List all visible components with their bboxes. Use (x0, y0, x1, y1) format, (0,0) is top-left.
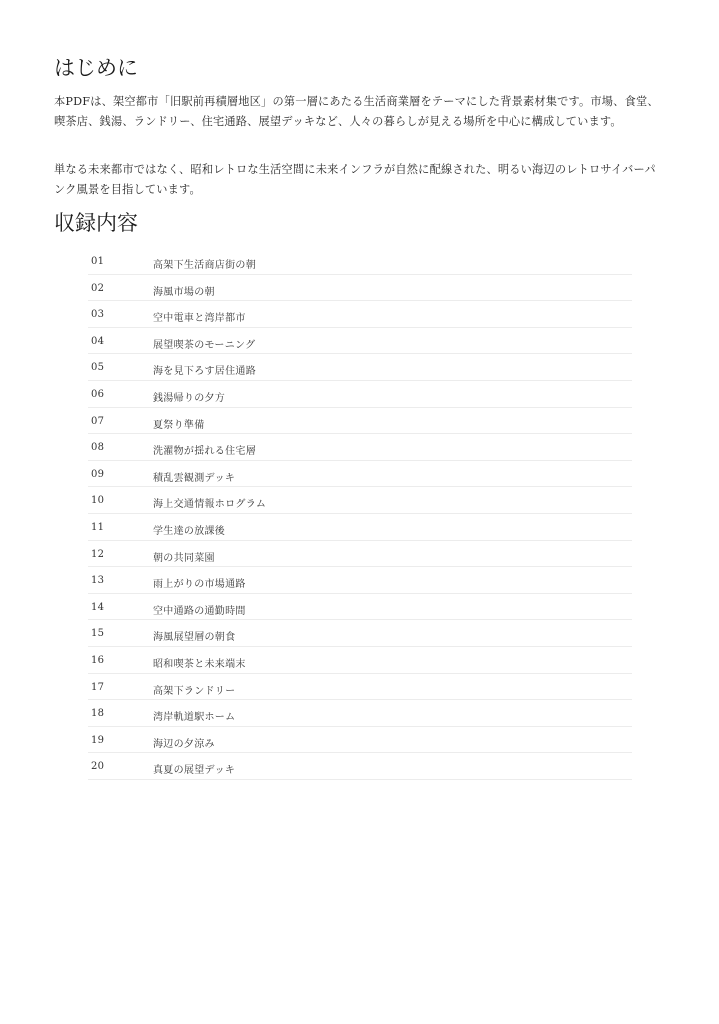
intro-paragraph-1: 本PDFは、架空都市「旧駅前再積層地区」の第一層にあたる生活商業層をテーマにした背景素材集です。市場、食堂、喫茶店、銭湯、ランドリー、住宅通路、展望デッキなど、人々の暮らしが見える場所を中心に構成しています。 (54, 95, 659, 128)
item-title: 海辺の夕涼み (153, 738, 215, 750)
item-title: 夏祭り準備 (153, 419, 205, 431)
item-title: 展望喫茶のモーニング (153, 339, 256, 351)
list-item (88, 674, 632, 701)
item-number: 10 (91, 495, 105, 507)
item-title: 空中電車と湾岸都市 (153, 313, 246, 325)
item-number: 19 (91, 734, 105, 746)
item-title: 空中通路の通勤時間 (153, 605, 246, 617)
item-number: 02 (91, 282, 105, 294)
list-item (88, 567, 632, 594)
item-number: 05 (91, 362, 105, 374)
item-number: 17 (91, 681, 105, 693)
item-title: 朝の共同菜園 (153, 552, 215, 564)
item-title: 昭和喫茶と未来端末 (153, 658, 246, 670)
item-title: 雨上がりの市場通路 (153, 579, 246, 591)
item-title: 積乱雲観測デッキ (153, 472, 236, 484)
item-number: 13 (91, 575, 105, 587)
item-title: 学生達の放課後 (153, 525, 226, 537)
item-number: 15 (91, 628, 105, 640)
list-item (88, 753, 632, 780)
item-number: 01 (91, 256, 105, 267)
item-number: 04 (91, 335, 105, 347)
list-item (88, 487, 632, 514)
item-number: 12 (91, 548, 105, 560)
intro-paragraph-2: 単なる未来都市ではなく、昭和レトロな生活空間に未来インフラが自然に配線された、明るい海辺のレトロサイバーパンク風景を目指しています。 (54, 163, 656, 196)
item-title: 高架下生活商店街の朝 (153, 260, 256, 271)
item-title: 高架下ランドリー (153, 685, 236, 697)
contents-heading: 収録内容 (54, 211, 138, 235)
list-item (88, 328, 632, 355)
item-title: 海風市場の朝 (153, 286, 215, 298)
list-item (88, 700, 632, 727)
item-number: 08 (91, 442, 105, 454)
list-item (88, 248, 632, 275)
list-item (88, 434, 632, 461)
item-number: 14 (91, 601, 105, 613)
list-item (88, 514, 632, 541)
item-title: 海風展望層の朝食 (153, 632, 236, 644)
item-number: 06 (91, 388, 105, 400)
item-number: 11 (91, 521, 105, 533)
item-number: 03 (91, 309, 105, 321)
list-item (88, 275, 632, 302)
list-item (88, 727, 632, 754)
item-number: 16 (91, 654, 105, 666)
item-number: 09 (91, 468, 105, 480)
item-number: 07 (91, 415, 105, 427)
item-title: 海上交通情報ホログラム (153, 499, 267, 511)
list-item (88, 541, 632, 568)
list-item (88, 381, 632, 408)
item-title: 真夏の展望デッキ (153, 765, 236, 777)
list-item (88, 594, 632, 621)
item-number: 20 (91, 761, 105, 773)
list-item (88, 647, 632, 674)
list-item (88, 301, 632, 328)
item-title: 海を見下ろす居住通路 (153, 366, 256, 378)
list-item (88, 620, 632, 647)
list-item (88, 354, 632, 381)
item-title: 銭湯帰りの夕方 (153, 392, 226, 404)
item-title: 湾岸軌道駅ホーム (153, 712, 236, 724)
list-item (88, 461, 632, 488)
item-title: 洗濯物が揺れる住宅層 (153, 446, 256, 458)
intro-heading: はじめに (54, 56, 138, 80)
contents-list (88, 248, 632, 780)
item-number: 18 (91, 708, 105, 720)
list-item (88, 408, 632, 435)
